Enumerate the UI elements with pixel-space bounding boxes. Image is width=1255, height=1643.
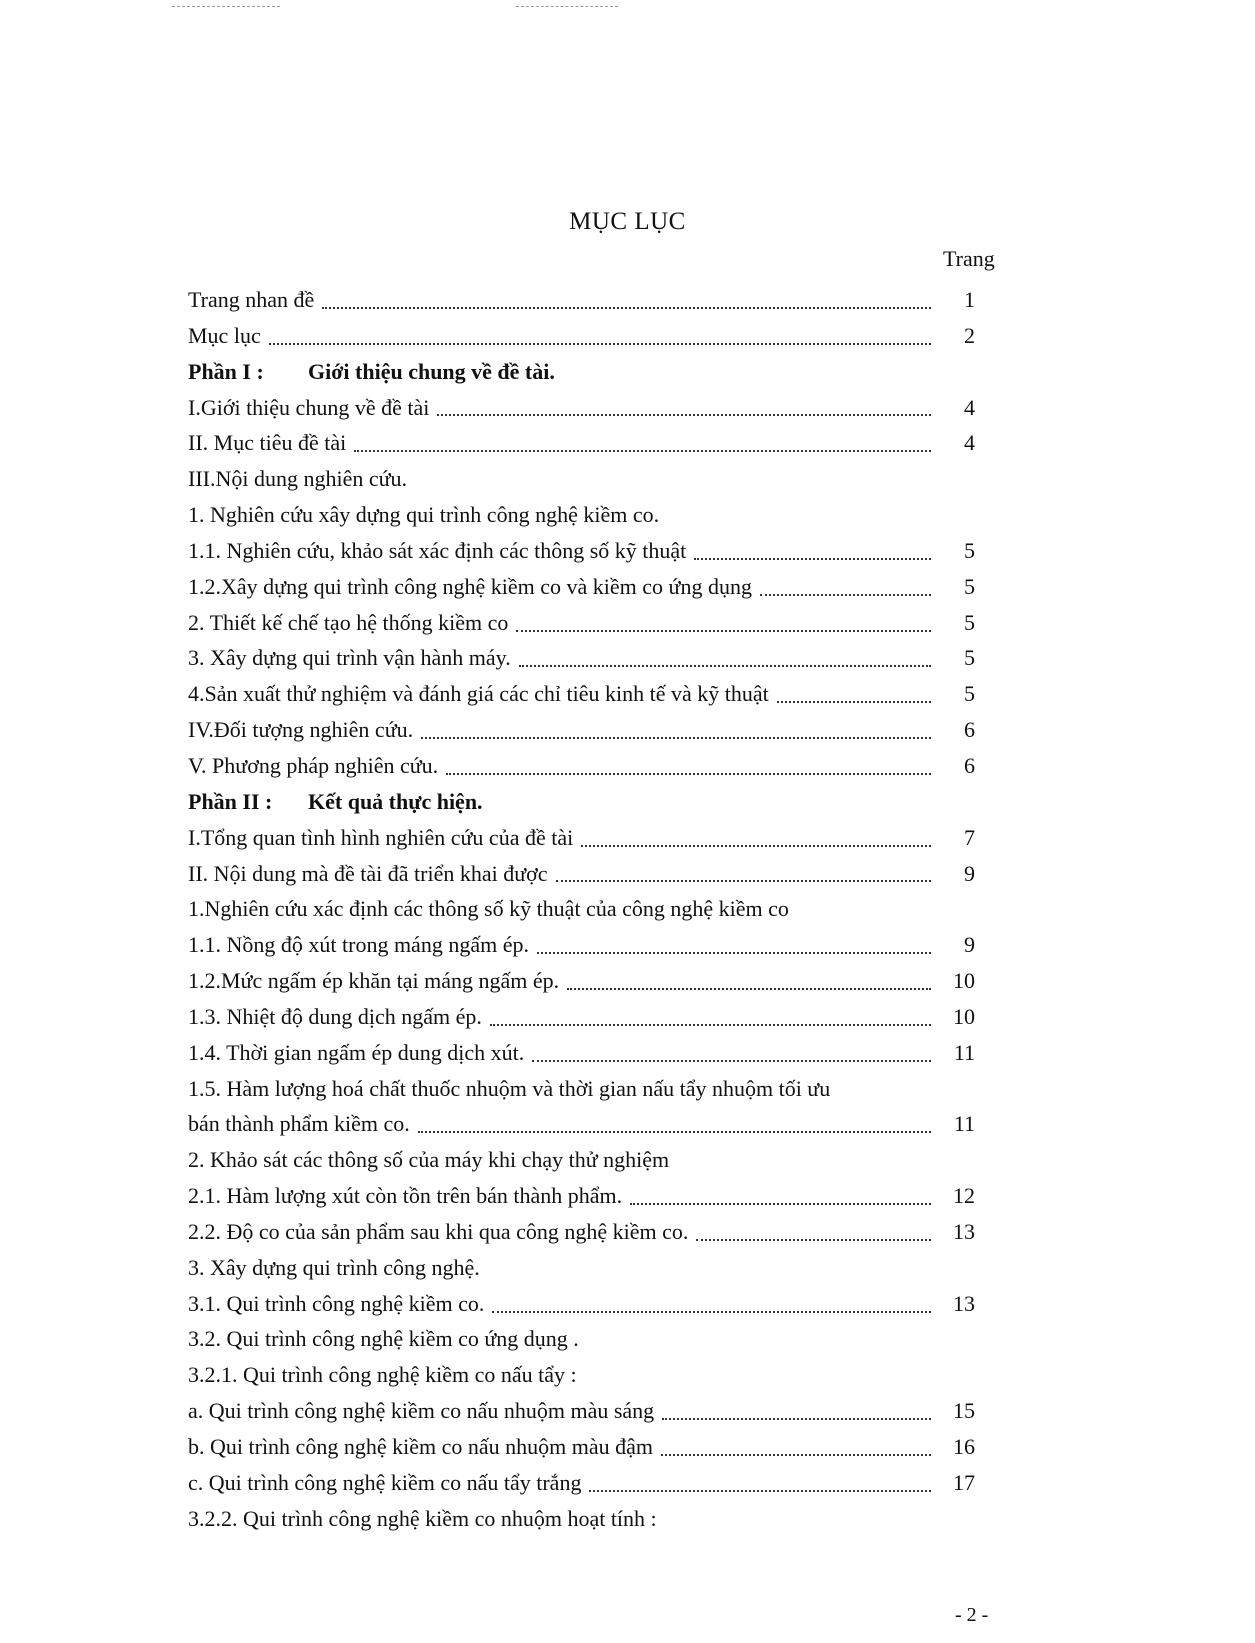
toc-entry-text: 1.Nghiên cứu xác định các thông số kỹ thuật của công nghệ kiềm co xyxy=(188,896,789,922)
toc-entry-text: IV.Đối tượng nghiên cứu. xyxy=(188,717,414,743)
toc-dot-leader xyxy=(661,1454,931,1456)
toc-entry xyxy=(188,963,975,999)
toc-part-heading xyxy=(188,354,975,390)
toc-entry-text: 2. Khảo sát các thông số của máy khi chạy thử nghiệm xyxy=(188,1147,670,1173)
toc-entry xyxy=(188,640,975,676)
toc-dot-leader xyxy=(630,1203,931,1205)
toc-page-number: 6 xyxy=(964,752,975,778)
toc-page-number: 13 xyxy=(953,1218,975,1244)
toc-dot-leader xyxy=(532,1060,931,1062)
table-of-contents xyxy=(188,282,975,1537)
toc-entry xyxy=(188,1429,975,1465)
toc-dot-leader xyxy=(537,952,931,954)
toc-entry xyxy=(188,1178,975,1214)
toc-entry-text: 1.2.Mức ngấm ép khăn tại máng ngấm ép. xyxy=(188,968,560,994)
toc-entry xyxy=(188,497,975,533)
toc-page-number: 4 xyxy=(964,430,975,456)
toc-entry-text: 4.Sản xuất thử nghiệm và đánh giá các chỉ tiêu kinh tế và kỹ thuật xyxy=(188,681,769,707)
toc-entry-text: 1. Nghiên cứu xây dựng qui trình công nghệ kiềm co. xyxy=(188,502,660,528)
toc-part-heading xyxy=(188,784,975,820)
toc-page-number: 9 xyxy=(964,860,975,886)
toc-entry xyxy=(188,1321,975,1357)
toc-entry xyxy=(188,425,975,461)
toc-dot-leader xyxy=(581,845,931,847)
toc-entry-text: III.Nội dung nghiên cứu. xyxy=(188,466,408,492)
toc-entry-text: 1.4. Thời gian ngấm ép dung dịch xút. xyxy=(188,1039,525,1065)
toc-dot-leader xyxy=(777,701,931,703)
toc-entry xyxy=(188,569,975,605)
toc-page-number: 12 xyxy=(953,1183,975,1209)
toc-entry xyxy=(188,891,975,927)
toc-dot-leader xyxy=(418,1131,931,1133)
toc-page-number: 11 xyxy=(953,1039,975,1065)
toc-entry-text: 3. Xây dựng qui trình vận hành máy. xyxy=(188,645,511,671)
toc-page-number: 4 xyxy=(964,394,975,420)
page-number-footer: - 2 - xyxy=(955,1604,989,1626)
toc-page-number: 17 xyxy=(953,1469,975,1495)
toc-entry-text: c. Qui trình công nghệ kiềm co nấu tẩy trắng xyxy=(188,1469,582,1495)
toc-entry xyxy=(188,676,975,712)
toc-entry-text: 1.1. Nghiên cứu, khảo sát xác định các thông số kỹ thuật xyxy=(188,537,687,563)
toc-entry xyxy=(188,820,975,856)
toc-entry xyxy=(188,318,975,354)
toc-dot-leader xyxy=(556,880,931,882)
toc-dot-leader xyxy=(519,665,931,667)
toc-entry xyxy=(188,605,975,641)
page-column-label: Trang xyxy=(943,246,995,271)
toc-entry xyxy=(188,1250,975,1286)
toc-entry-text: b. Qui trình công nghệ kiềm co nấu nhuộm màu đậm xyxy=(188,1434,653,1459)
toc-dot-leader xyxy=(421,737,931,739)
toc-page-number: 5 xyxy=(964,609,975,635)
toc-entry-text: 1.2.Xây dựng qui trình công nghệ kiềm co và kiềm co ứng dụng xyxy=(188,573,752,599)
toc-entry xyxy=(188,1465,975,1501)
toc-page-number: 1 xyxy=(964,287,975,312)
toc-entry-text: II. Nội dung mà đề tài đã triển khai được xyxy=(188,860,548,886)
toc-entry xyxy=(188,533,975,569)
page-title: MỤC LỤC xyxy=(569,208,686,235)
toc-page-number: 2 xyxy=(964,322,975,348)
toc-entry-text: 3.2. Qui trình công nghệ kiềm co ứng dụng . xyxy=(188,1326,579,1352)
toc-entry xyxy=(188,1357,975,1393)
toc-entry xyxy=(188,927,975,963)
toc-part-label: Phần II : xyxy=(188,788,273,814)
toc-dot-leader xyxy=(437,414,931,416)
toc-entry-text: Trang nhan đề xyxy=(188,287,315,312)
toc-entry-text: Mục lục xyxy=(188,322,261,348)
toc-entry xyxy=(188,1214,975,1250)
toc-dot-leader xyxy=(760,594,931,596)
toc-entry xyxy=(188,1071,975,1107)
toc-dot-leader xyxy=(322,307,931,309)
toc-entry-text: Giới thiệu chung về đề tài. xyxy=(308,358,555,384)
toc-page-number: 5 xyxy=(964,681,975,707)
toc-entry xyxy=(188,1035,975,1071)
toc-entry-text: 3. Xây dựng qui trình công nghệ. xyxy=(188,1254,480,1280)
toc-entry-text: 3.2.2. Qui trình công nghệ kiềm co nhuộm hoạt tính : xyxy=(188,1505,657,1531)
toc-entry-text: a. Qui trình công nghệ kiềm co nấu nhuộm màu sáng xyxy=(188,1398,655,1424)
toc-entry-text: I.Tổng quan tình hình nghiên cứu của đề tài xyxy=(188,824,574,850)
toc-dot-leader xyxy=(694,558,931,560)
toc-entry-text: II. Mục tiêu đề tài xyxy=(188,430,347,456)
toc-entry xyxy=(188,1501,975,1537)
toc-part-label: Phần I : xyxy=(188,358,264,384)
toc-entry-text: I.Giới thiệu chung về đề tài xyxy=(188,394,430,420)
toc-page-number: 10 xyxy=(953,1003,975,1029)
toc-entry-text: 1.5. Hàm lượng hoá chất thuốc nhuộm và thời gian nấu tẩy nhuộm tối ưu xyxy=(188,1075,831,1101)
toc-entry xyxy=(188,999,975,1035)
toc-entry xyxy=(188,856,975,892)
scan-artifact xyxy=(516,6,618,7)
toc-dot-leader xyxy=(490,1024,931,1026)
toc-dot-leader xyxy=(354,450,931,452)
toc-dot-leader xyxy=(446,773,931,775)
toc-dot-leader xyxy=(662,1418,931,1420)
toc-entry-text: 3.2.1. Qui trình công nghệ kiềm co nấu tẩy : xyxy=(188,1362,577,1388)
toc-page-number: 11 xyxy=(953,1111,975,1137)
toc-entry-text: 1.3. Nhiệt độ dung dịch ngấm ép. xyxy=(188,1003,482,1029)
toc-entry xyxy=(188,390,975,426)
toc-page-number: 9 xyxy=(964,932,975,958)
toc-page-number: 5 xyxy=(964,573,975,599)
toc-page-number: 10 xyxy=(953,968,975,994)
toc-dot-leader xyxy=(589,1490,931,1492)
toc-entry xyxy=(188,1286,975,1322)
toc-entry-text: Kết quả thực hiện. xyxy=(308,788,483,814)
toc-dot-leader xyxy=(516,630,931,632)
toc-entry xyxy=(188,1142,975,1178)
toc-entry xyxy=(188,712,975,748)
toc-page-number: 15 xyxy=(953,1398,975,1424)
toc-entry-text: 2.2. Độ co của sản phẩm sau khi qua công nghệ kiềm co. xyxy=(188,1218,689,1244)
toc-page-number: 16 xyxy=(953,1434,975,1459)
scan-artifact xyxy=(172,6,280,7)
toc-entry-text: bán thành phẩm kiềm co. xyxy=(188,1111,410,1137)
toc-entry xyxy=(188,282,975,318)
toc-entry xyxy=(188,1106,975,1142)
toc-page-number: 13 xyxy=(953,1290,975,1316)
toc-page-number: 5 xyxy=(964,645,975,671)
toc-entry xyxy=(188,461,975,497)
toc-dot-leader xyxy=(696,1239,931,1241)
toc-dot-leader xyxy=(269,343,931,345)
toc-page-number: 5 xyxy=(964,537,975,563)
toc-dot-leader xyxy=(492,1311,931,1313)
toc-entry-text: 3.1. Qui trình công nghệ kiềm co. xyxy=(188,1290,485,1316)
toc-entry xyxy=(188,1393,975,1429)
toc-dot-leader xyxy=(567,988,931,990)
toc-page-number: 7 xyxy=(964,824,975,850)
toc-entry-text: 2. Thiết kế chế tạo hệ thống kiềm co xyxy=(188,609,509,635)
toc-entry-text: 1.1. Nồng độ xút trong máng ngấm ép. xyxy=(188,932,529,958)
toc-entry-text: 2.1. Hàm lượng xút còn tồn trên bán thành phẩm. xyxy=(188,1183,623,1209)
toc-entry xyxy=(188,748,975,784)
toc-page-number: 6 xyxy=(964,717,975,743)
toc-entry-text: V. Phương pháp nghiên cứu. xyxy=(188,752,439,778)
